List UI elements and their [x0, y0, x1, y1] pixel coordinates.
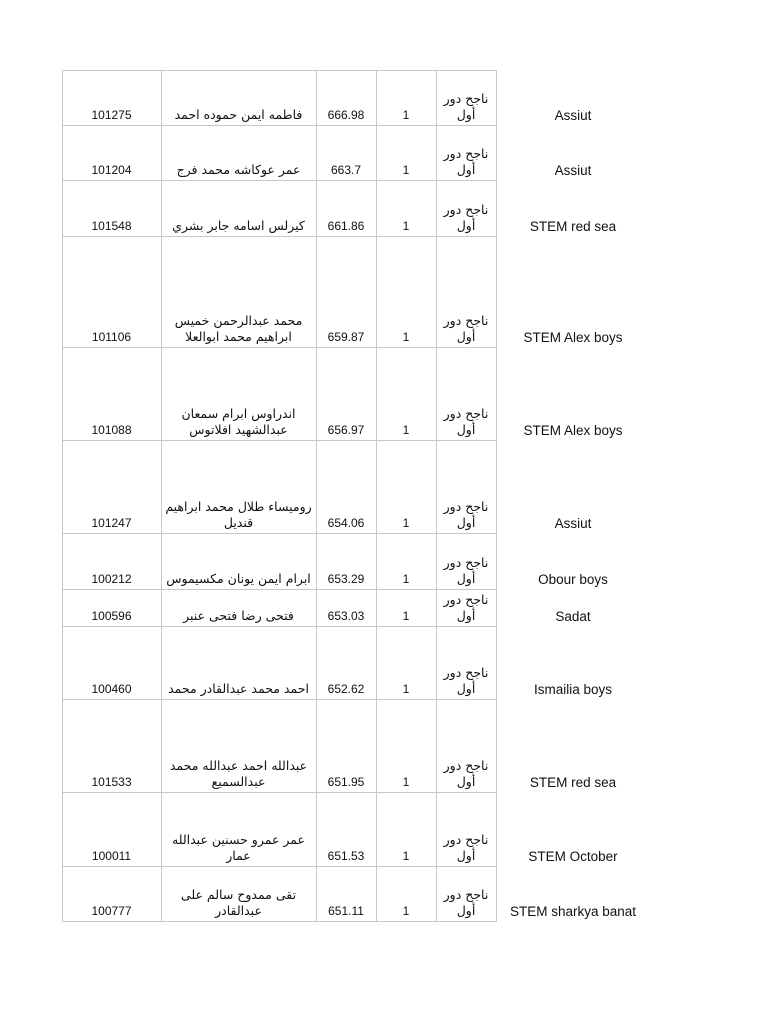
grid-line	[62, 792, 497, 793]
grid-line	[62, 533, 497, 534]
round: 1	[402, 108, 410, 122]
score: 654.06	[327, 516, 365, 530]
round: 1	[402, 609, 410, 623]
round: 1	[402, 219, 410, 233]
round: 1	[402, 516, 410, 530]
grid-line	[436, 70, 437, 921]
student-id: 100212	[91, 572, 132, 586]
school: Assiut	[554, 163, 592, 178]
round: 1	[402, 682, 410, 696]
round: 1	[402, 849, 410, 863]
status: ناجح دور أول	[443, 499, 489, 530]
grid-line	[62, 440, 497, 441]
grid-line	[62, 589, 497, 590]
student-name: تقى ممدوح سالم على عبدالقادر	[180, 887, 297, 918]
status: ناجح دور أول	[443, 592, 489, 623]
status: ناجح دور أول	[443, 91, 489, 122]
school: STEM red sea	[529, 775, 617, 790]
school: Sadat	[555, 609, 591, 624]
grid-line	[376, 70, 377, 921]
status: ناجح دور أول	[443, 758, 489, 789]
score: 666.98	[327, 108, 365, 122]
student-name: عمر عوكاشه محمد فرج	[176, 162, 301, 177]
school: STEM Alex boys	[523, 330, 623, 345]
table-row	[0, 533, 768, 589]
student-id: 101275	[91, 108, 132, 122]
student-id: 100777	[91, 904, 132, 918]
table-row	[0, 70, 768, 125]
school: STEM October	[528, 849, 618, 864]
student-id: 101548	[91, 219, 132, 233]
student-name: فتحى رضا فتحى عنبر	[183, 608, 294, 623]
table-row	[0, 440, 768, 533]
score: 659.87	[327, 330, 365, 344]
round: 1	[402, 572, 410, 586]
grid-line	[161, 70, 162, 921]
score: 653.03	[327, 609, 365, 623]
student-name: اندراوس ابرام سمعان عبدالشهيد افلاتوس	[181, 406, 296, 437]
table-row	[0, 792, 768, 866]
status: ناجح دور أول	[443, 665, 489, 696]
student-name: عمر عمرو حسنين عبدالله عمار	[172, 832, 305, 863]
school: Assiut	[554, 108, 592, 123]
round: 1	[402, 163, 410, 177]
grid-line	[62, 866, 497, 867]
student-id: 101106	[91, 330, 132, 344]
grid-line	[496, 70, 497, 921]
student-name: احمد محمد عبدالقادر محمد	[168, 681, 309, 696]
school: Ismailia boys	[533, 682, 613, 697]
school: Obour boys	[538, 572, 608, 587]
grid-line	[62, 70, 63, 921]
round: 1	[402, 330, 410, 344]
grid-line	[62, 70, 497, 71]
score: 661.86	[327, 219, 365, 233]
school: STEM sharkya banat	[509, 904, 637, 919]
student-id: 100011	[91, 849, 132, 863]
table-row	[0, 347, 768, 440]
score: 652.62	[327, 682, 365, 696]
grid-line	[62, 236, 497, 237]
grid-line	[62, 347, 497, 348]
grid-line	[62, 921, 497, 922]
score: 663.7	[330, 163, 362, 177]
student-name: كيرلس اسامه جابر بشري	[172, 218, 305, 233]
school: STEM Alex boys	[523, 423, 623, 438]
student-id: 100596	[91, 609, 132, 623]
school: STEM red sea	[529, 219, 617, 234]
status: ناجح دور أول	[443, 887, 489, 918]
student-name: ابرام ايمن يونان مكسيموس	[166, 571, 311, 586]
grid-line	[62, 699, 497, 700]
score: 653.29	[327, 572, 365, 586]
table-row	[0, 589, 768, 626]
student-name: فاطمه ايمن حموده احمد	[174, 107, 303, 122]
table-row	[0, 626, 768, 699]
status: ناجح دور أول	[443, 832, 489, 863]
status: ناجح دور أول	[443, 406, 489, 437]
grid-line	[62, 180, 497, 181]
student-id: 101533	[91, 775, 132, 789]
status: ناجح دور أول	[443, 313, 489, 344]
status: ناجح دور أول	[443, 555, 489, 586]
table-row	[0, 866, 768, 921]
score: 656.97	[327, 423, 365, 437]
student-id: 101204	[91, 163, 132, 177]
grid-line	[62, 125, 497, 126]
student-id: 101247	[91, 516, 132, 530]
table-row	[0, 236, 768, 347]
table-row	[0, 180, 768, 236]
student-id: 101088	[91, 423, 132, 437]
round: 1	[402, 423, 410, 437]
student-name: عبدالله احمد عبدالله محمد عبدالسميع	[169, 758, 308, 789]
table-row	[0, 125, 768, 180]
school: Assiut	[554, 516, 592, 531]
table-row	[0, 699, 768, 792]
status: ناجح دور أول	[443, 146, 489, 177]
round: 1	[402, 904, 410, 918]
round: 1	[402, 775, 410, 789]
score: 651.53	[327, 849, 365, 863]
student-name: محمد عبدالرحمن خميس ابراهيم محمد ابوالعلا	[174, 313, 303, 344]
score: 651.95	[327, 775, 365, 789]
score: 651.11	[328, 904, 364, 918]
grid-line	[316, 70, 317, 921]
grid-line	[62, 626, 497, 627]
student-name: روميساء طلال محمد ابراهيم قنديل	[165, 499, 312, 530]
status: ناجح دور أول	[443, 202, 489, 233]
student-id: 100460	[91, 682, 132, 696]
